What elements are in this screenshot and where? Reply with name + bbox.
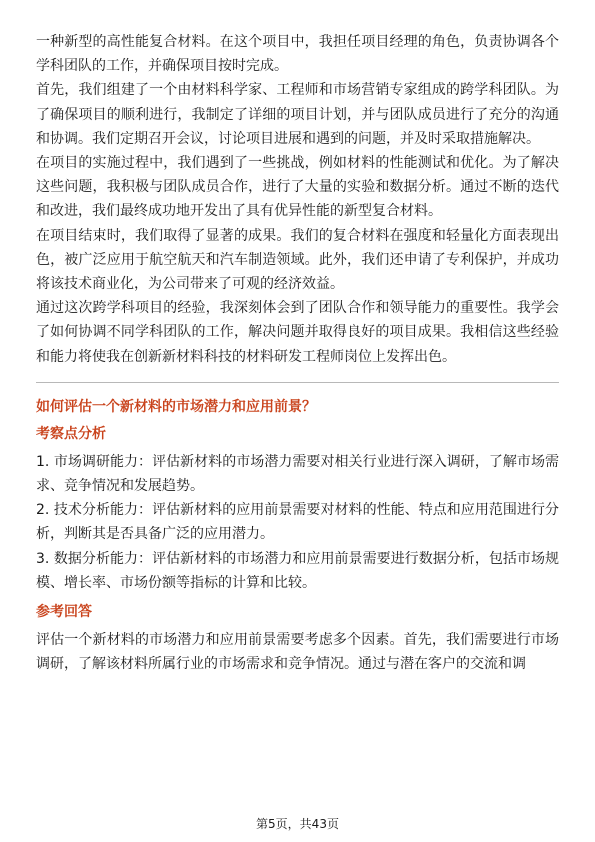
analysis-item: 2. 技术分析能力：评估新材料的应用前景需要对材料的性能、特点和应用范围进行分析，判断其是否具备广泛的应用潜力。 (36, 502, 559, 543)
page-content (36, 30, 559, 676)
section-spacer (36, 595, 559, 602)
analysis-item: 1. 市场调研能力：评估新材料的市场潜力需要对相关行业进行深入调研，了解市场需求、竞争情况和发展趋势。 (36, 453, 559, 495)
page-footer: 第5页，共43页 (256, 817, 339, 831)
section-divider (36, 382, 559, 383)
question-heading: 如何评估一个新材料的市场潜力和应用前景？ (36, 398, 316, 415)
body-paragraph: 一种新型的高性能复合材料。在这个项目中，我担任项目经理的角色，负责协调各个学科团队的工作，并确保项目按时完成。 (36, 34, 559, 75)
answer-heading: 参考回答 (36, 604, 92, 621)
body-paragraph: 首先，我们组建了一个由材料科学家、工程师和市场营销专家组成的跨学科团队。为了确保项目的顺利进行，我制定了详细的项目计划，并与团队成员进行了充分的沟通和协调。我们定期召开会议，讨论项目进展和遇到的问题，并及时采取措施解决。 (36, 82, 559, 147)
body-paragraph: 在项目结束时，我们取得了显著的成果。我们的复合材料在强度和轻量化方面表现出色，被广泛应用于航空航天和汽车制造领域。此外，我们还申请了专利保护，并成功将该技术商业化，为公司带来了可观的经济效益。 (36, 227, 559, 293)
answer-paragraph: 评估一个新材料的市场潜力和应用前景需要考虑多个因素。首先，我们需要进行市场调研，了解该材料所属行业的市场需求和竞争情况。通过与潜在客户的交流和调 (36, 632, 559, 673)
analysis-heading: 考察点分析 (36, 425, 106, 442)
body-paragraph: 通过这次跨学科项目的经验，我深刻体会到了团队合作和领导能力的重要性。我学会了如何协调不同学科团队的工作，解决问题并取得良好的项目成果。我相信这些经验和能力将使我在创新新材料科技的材料研发工程师岗位上发挥出色。 (36, 300, 559, 365)
body-paragraph: 在项目的实施过程中，我们遇到了一些挑战，例如材料的性能测试和优化。为了解决这些问题，我积极与团队成员合作，进行了大量的实验和数据分析。通过不断的迭代和改进，我们最终成功地开发出了具有优异性能的新型复合材料。 (36, 155, 559, 220)
analysis-item: 3. 数据分析能力：评估新材料的市场潜力和应用前景需要进行数据分析，包括市场规模、增长率、市场份额等指标的计算和比较。 (36, 550, 559, 591)
